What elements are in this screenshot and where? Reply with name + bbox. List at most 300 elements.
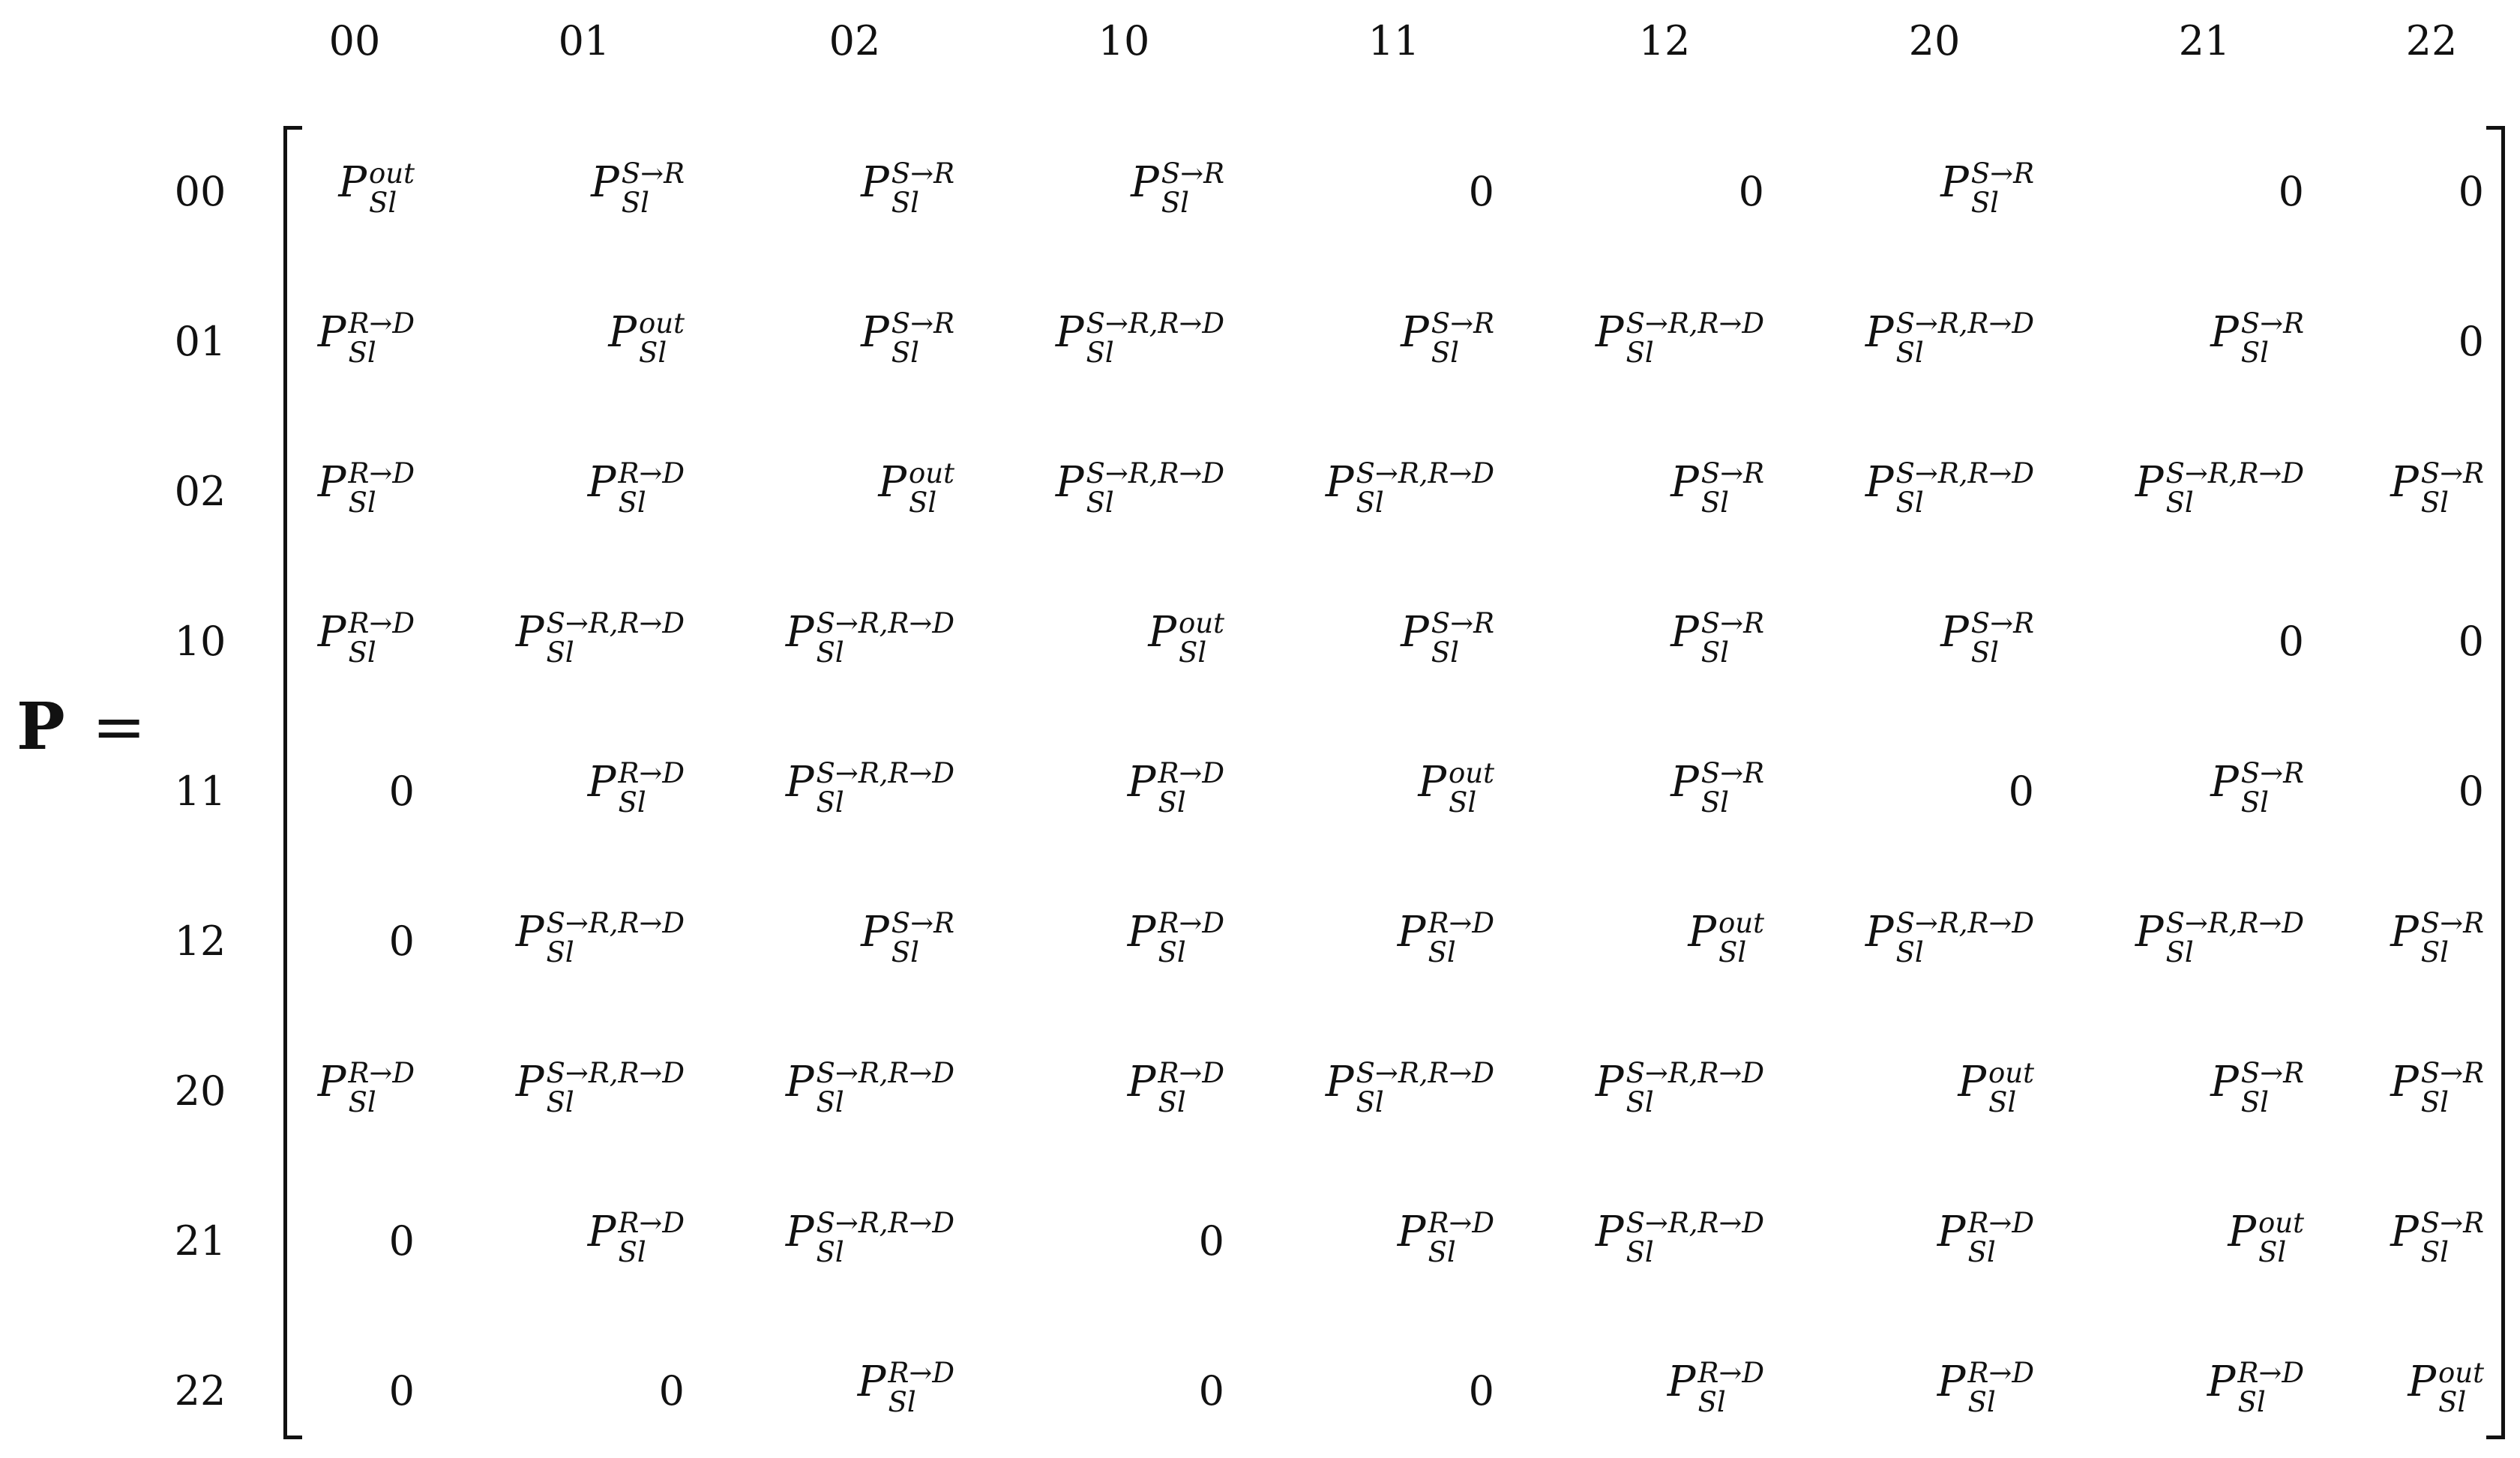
- entry-superscript: R→D: [1697, 1356, 1764, 1389]
- column-label: 02: [829, 17, 881, 64]
- entry-scripts: [622, 159, 685, 217]
- zero-entry: 0: [388, 768, 415, 815]
- entry-scripts: [1626, 1208, 1765, 1267]
- entry-scripts: [2258, 1208, 2304, 1267]
- entry-superscript: S→R,R→D: [546, 606, 685, 639]
- entry-scripts: [618, 459, 685, 517]
- matrix-entry: [587, 1206, 685, 1271]
- matrix-entry: [2210, 1056, 2304, 1121]
- entry-base: P: [317, 607, 346, 657]
- entry-subscript: Sl: [1895, 936, 1924, 969]
- matrix-entry: [515, 606, 685, 672]
- entry-superscript: R→D: [348, 1056, 415, 1089]
- entry-subscript: Sl: [369, 186, 397, 219]
- matrix-entry: [2210, 307, 2304, 372]
- entry-scripts: [909, 459, 954, 517]
- zero-entry: 0: [1468, 1367, 1494, 1415]
- entry-superscript: R→D: [618, 756, 685, 789]
- entry-scripts: [891, 159, 954, 217]
- entry-superscript: R→D: [1158, 1056, 1224, 1089]
- entry-base: P: [861, 907, 889, 957]
- entry-scripts: [2240, 756, 2304, 819]
- matrix-entry: [1127, 756, 1224, 822]
- matrix-entry: [1865, 906, 2034, 972]
- matrix-entry: [1595, 307, 1764, 372]
- entry-base: P: [861, 157, 889, 207]
- matrix-entry: [1937, 1206, 2034, 1271]
- entry-superscript: S→R,R→D: [1626, 1056, 1764, 1089]
- entry-superscript: S→R,R→D: [1895, 457, 2034, 489]
- entry-superscript: S→R,R→D: [816, 606, 954, 639]
- entry-subscript: Sl: [348, 1085, 376, 1118]
- entry-scripts: [1161, 159, 1224, 217]
- entry-base: P: [2210, 1057, 2239, 1106]
- entry-base: P: [2228, 1207, 2257, 1256]
- entry-superscript: S→R,R→D: [1086, 307, 1224, 340]
- entry-base: P: [2390, 1207, 2419, 1256]
- matrix-entry: [2458, 318, 2484, 365]
- row-label: 02: [174, 468, 226, 515]
- entry-subscript: Sl: [816, 1235, 844, 1268]
- entry-superscript: R→D: [1967, 1206, 2034, 1239]
- entry-subscript: Sl: [1431, 636, 1459, 669]
- entry-subscript: Sl: [1700, 486, 1729, 519]
- entry-superscript: S→R,R→D: [816, 1206, 954, 1239]
- matrix-entry: [608, 307, 685, 372]
- entry-base: P: [1595, 1207, 1624, 1256]
- entry-subscript: Sl: [816, 786, 844, 819]
- entry-scripts: [1086, 309, 1225, 367]
- matrix-entry: [785, 606, 954, 672]
- matrix-entry: [1325, 1056, 1494, 1121]
- entry-superscript: R→D: [348, 307, 415, 340]
- entry-superscript: out: [1449, 756, 1494, 789]
- entry-superscript: out: [2438, 1356, 2484, 1389]
- entry-superscript: S→R,R→D: [1626, 307, 1764, 340]
- entry-base: P: [1595, 307, 1624, 357]
- zero-entry: 0: [1468, 168, 1494, 215]
- entry-superscript: S→R: [2240, 307, 2304, 340]
- entry-scripts: [1428, 906, 1494, 969]
- entry-base: P: [2135, 907, 2164, 957]
- matrix-entry: [1198, 1217, 1224, 1265]
- entry-base: P: [515, 907, 544, 957]
- matrix-entry: [587, 756, 685, 822]
- matrix-entry: [857, 1356, 954, 1421]
- entry-superscript: S→R: [891, 157, 954, 190]
- entry-subscript: Sl: [1428, 1235, 1456, 1268]
- entry-subscript: Sl: [1449, 786, 1477, 819]
- matrix-entry: [1401, 606, 1494, 672]
- entry-base: P: [1937, 1207, 1966, 1256]
- entry-subscript: Sl: [1626, 336, 1654, 369]
- entry-base: P: [2135, 457, 2164, 507]
- entry-subscript: Sl: [348, 336, 376, 369]
- entry-subscript: Sl: [1086, 336, 1114, 369]
- matrix-entry: [658, 1367, 685, 1415]
- entry-base: P: [1055, 457, 1084, 507]
- entry-superscript: R→D: [1967, 1356, 2034, 1389]
- entry-subscript: Sl: [1895, 336, 1924, 369]
- row-label: 20: [174, 1067, 226, 1115]
- entry-subscript: Sl: [1700, 786, 1729, 819]
- entry-subscript: Sl: [1431, 336, 1459, 369]
- zero-entry: 0: [388, 1217, 415, 1265]
- matrix-entry: [785, 756, 954, 822]
- entry-base: P: [785, 607, 814, 657]
- matrix-entry: [1595, 1206, 1764, 1271]
- entry-scripts: [639, 309, 685, 367]
- entry-subscript: Sl: [2165, 486, 2194, 519]
- zero-entry: 0: [658, 1367, 685, 1415]
- entry-scripts: [1449, 756, 1494, 819]
- entry-scripts: [1718, 906, 1764, 969]
- matrix-entry: [785, 1206, 954, 1271]
- entry-scripts: [891, 906, 954, 969]
- entry-subscript: Sl: [1700, 636, 1729, 669]
- entry-scripts: [2166, 459, 2305, 517]
- entry-scripts: [2237, 1358, 2304, 1417]
- entry-superscript: S→R: [2420, 1206, 2484, 1239]
- matrix-entry: [1667, 1356, 1764, 1421]
- entry-scripts: [348, 1058, 415, 1117]
- entry-scripts: [1428, 1208, 1494, 1267]
- entry-superscript: S→R: [891, 906, 954, 939]
- entry-subscript: Sl: [1158, 786, 1186, 819]
- matrix-entry: [2008, 768, 2034, 815]
- entry-superscript: R→D: [888, 1356, 954, 1389]
- entry-subscript: Sl: [1179, 636, 1207, 669]
- matrix-entry: [591, 157, 685, 222]
- entry-base: P: [1865, 457, 1894, 507]
- entry-scripts: [1158, 906, 1224, 969]
- entry-base: P: [1671, 757, 1699, 807]
- entry-superscript: R→D: [1158, 756, 1224, 789]
- entry-base: P: [1127, 1057, 1156, 1106]
- entry-scripts: [1431, 309, 1494, 367]
- entry-subscript: Sl: [2165, 936, 2194, 969]
- entry-base: P: [785, 1207, 814, 1256]
- column-label: 01: [558, 17, 610, 64]
- entry-scripts: [369, 159, 415, 217]
- entry-base: P: [587, 757, 616, 807]
- entry-superscript: S→R: [1700, 756, 1764, 789]
- entry-base: P: [587, 1207, 616, 1256]
- matrix-entry: [1325, 457, 1494, 522]
- entry-base: P: [1958, 1057, 1987, 1106]
- entry-scripts: [348, 309, 415, 367]
- entry-subscript: Sl: [891, 336, 919, 369]
- zero-entry: 0: [2458, 168, 2484, 215]
- matrix-entry: [2390, 1056, 2484, 1121]
- entry-subscript: Sl: [546, 1085, 574, 1118]
- entry-base: P: [1671, 607, 1699, 657]
- matrix-entry: [2458, 168, 2484, 215]
- entry-subscript: Sl: [2420, 1235, 2449, 1268]
- entry-superscript: S→R: [1161, 157, 1224, 190]
- entry-subscript: Sl: [618, 786, 646, 819]
- matrix-entry: [1397, 1206, 1494, 1271]
- matrix-entry: [785, 1056, 954, 1121]
- matrix-entry: [515, 906, 685, 972]
- matrix-entry: [317, 457, 415, 522]
- entry-subscript: Sl: [816, 636, 844, 669]
- entry-base: P: [857, 1357, 886, 1406]
- zero-entry: 0: [1738, 168, 1764, 215]
- matrix-entry: [2458, 618, 2484, 665]
- left-bracket: [283, 126, 302, 1439]
- entry-superscript: S→R,R→D: [1626, 1206, 1764, 1239]
- entry-scripts: [2438, 1358, 2484, 1417]
- zero-entry: 0: [2458, 618, 2484, 665]
- entry-superscript: out: [639, 307, 685, 340]
- entry-superscript: S→R: [1700, 457, 1764, 489]
- entry-base: P: [515, 1057, 544, 1106]
- entry-base: P: [1401, 607, 1429, 657]
- entry-scripts: [1626, 1058, 1765, 1117]
- entry-subscript: Sl: [618, 1235, 646, 1268]
- matrix-entry: [2390, 457, 2484, 522]
- entry-superscript: S→R: [891, 307, 954, 340]
- matrix-entry: [1738, 168, 1764, 215]
- entry-base: P: [1325, 1057, 1354, 1106]
- right-bracket: [2486, 126, 2505, 1439]
- entry-scripts: [1896, 309, 2035, 367]
- matrix-entry: [2210, 756, 2304, 822]
- matrix-entry: [861, 906, 954, 972]
- row-label: 10: [174, 618, 226, 665]
- row-label: 01: [174, 318, 226, 365]
- matrix-lhs: [16, 689, 146, 765]
- entry-subscript: Sl: [909, 486, 937, 519]
- entry-superscript: S→R: [2240, 756, 2304, 789]
- zero-entry: 0: [2458, 768, 2484, 815]
- entry-superscript: S→R: [621, 157, 685, 190]
- matrix-entry: [861, 307, 954, 372]
- entry-base: P: [785, 1057, 814, 1106]
- entry-scripts: [1700, 606, 1764, 669]
- entry-scripts: [891, 309, 954, 367]
- entry-superscript: S→R,R→D: [2165, 906, 2304, 939]
- matrix-entry: [861, 157, 954, 222]
- entry-base: P: [587, 457, 616, 507]
- entry-superscript: S→R: [2240, 1056, 2304, 1089]
- entry-superscript: R→D: [618, 1206, 685, 1239]
- column-label: 20: [1908, 17, 1961, 64]
- entry-scripts: [348, 459, 415, 517]
- zero-entry: 0: [388, 1367, 415, 1415]
- entry-subscript: Sl: [2438, 1385, 2467, 1418]
- entry-scripts: [2165, 906, 2305, 969]
- entry-scripts: [1895, 906, 2035, 969]
- zero-entry: 0: [2008, 768, 2034, 815]
- entry-scripts: [1971, 159, 2034, 217]
- entry-superscript: S→R,R→D: [816, 756, 954, 789]
- entry-subscript: Sl: [546, 936, 574, 969]
- entry-scripts: [1356, 459, 1495, 517]
- entry-superscript: S→R: [1700, 606, 1764, 639]
- entry-scripts: [817, 1058, 955, 1117]
- entry-subscript: Sl: [2240, 1085, 2269, 1118]
- entry-subscript: Sl: [1967, 1385, 1996, 1418]
- matrix-entry: [515, 1056, 685, 1121]
- matrix-entry: [1940, 157, 2034, 222]
- matrix-entry: [1958, 1056, 2034, 1121]
- entry-base: P: [1940, 607, 1969, 657]
- entry-superscript: S→R: [2420, 457, 2484, 489]
- entry-scripts: [1896, 459, 2035, 517]
- entry-base: P: [2390, 1057, 2419, 1106]
- matrix-entry: [1148, 606, 1224, 672]
- entry-subscript: Sl: [348, 486, 376, 519]
- entry-subscript: Sl: [816, 1085, 844, 1118]
- entry-base: P: [1148, 607, 1177, 657]
- entry-scripts: [1158, 1058, 1224, 1117]
- entry-base: P: [591, 157, 619, 207]
- entry-superscript: S→R,R→D: [2165, 457, 2304, 489]
- matrix-entry: [317, 1056, 415, 1121]
- matrix-entry: [1937, 1356, 2034, 1421]
- matrix-entry: [388, 768, 415, 815]
- entry-base: P: [1055, 307, 1084, 357]
- entry-base: P: [785, 757, 814, 807]
- entry-scripts: [1356, 1058, 1495, 1117]
- matrix-entry: [1127, 906, 1224, 972]
- entry-base: P: [878, 457, 907, 507]
- entry-subscript: Sl: [2420, 1085, 2449, 1118]
- entry-subscript: Sl: [1970, 636, 1999, 669]
- entry-subscript: Sl: [1895, 486, 1924, 519]
- entry-superscript: S→R,R→D: [1356, 1056, 1494, 1089]
- matrix-entry: [1865, 307, 2034, 372]
- row-label: 11: [174, 768, 226, 815]
- entry-superscript: S→R,R→D: [1086, 457, 1224, 489]
- entry-scripts: [1988, 1058, 2034, 1117]
- matrix-entry: [1671, 457, 1764, 522]
- entry-subscript: Sl: [891, 186, 919, 219]
- entry-superscript: S→R,R→D: [1356, 457, 1494, 489]
- entry-superscript: out: [1718, 906, 1764, 939]
- entry-superscript: S→R,R→D: [816, 1056, 954, 1089]
- entry-scripts: [2241, 1058, 2304, 1117]
- entry-scripts: [2420, 906, 2484, 969]
- column-label: 00: [328, 17, 381, 64]
- matrix-entry: [2390, 1206, 2484, 1271]
- entry-base: P: [1865, 907, 1894, 957]
- entry-scripts: [348, 606, 415, 669]
- entry-base: P: [1397, 907, 1426, 957]
- column-label: 10: [1098, 17, 1150, 64]
- matrix-entry: [1055, 457, 1224, 522]
- entry-scripts: [547, 1058, 685, 1117]
- entry-subscript: Sl: [348, 636, 376, 669]
- entry-subscript: Sl: [1988, 1085, 2017, 1118]
- zero-entry: 0: [2278, 168, 2304, 215]
- entry-base: P: [515, 607, 544, 657]
- entry-base: P: [1937, 1357, 1966, 1406]
- entry-superscript: S→R: [2420, 906, 2484, 939]
- entry-subscript: Sl: [1428, 936, 1456, 969]
- entry-base: P: [1688, 907, 1717, 957]
- entry-subscript: Sl: [2420, 486, 2449, 519]
- entry-base: P: [1325, 457, 1354, 507]
- entry-subscript: Sl: [2240, 336, 2269, 369]
- entry-scripts: [2421, 459, 2484, 517]
- matrix-entry: [1468, 168, 1494, 215]
- column-label: 11: [1368, 17, 1420, 64]
- entry-superscript: S→R,R→D: [1895, 307, 2034, 340]
- entry-scripts: [888, 1358, 954, 1417]
- entry-subscript: Sl: [1967, 1235, 1996, 1268]
- matrix-entry: [2228, 1206, 2304, 1271]
- entry-scripts: [2421, 1208, 2484, 1267]
- entry-subscript: Sl: [1158, 936, 1186, 969]
- matrix-entry: [1131, 157, 1224, 222]
- entry-subscript: Sl: [1161, 186, 1189, 219]
- entry-subscript: Sl: [639, 336, 667, 369]
- entry-superscript: S→R: [1970, 157, 2034, 190]
- matrix-entry: [1671, 756, 1764, 822]
- entry-scripts: [2241, 309, 2304, 367]
- entry-base: P: [1671, 457, 1699, 507]
- entry-subscript: Sl: [546, 636, 574, 669]
- equals-sign: =: [91, 690, 146, 765]
- entry-superscript: out: [1179, 606, 1224, 639]
- entry-subscript: Sl: [1158, 1085, 1186, 1118]
- entry-scripts: [618, 756, 685, 819]
- matrix-entry: [2278, 168, 2304, 215]
- entry-subscript: Sl: [1626, 1085, 1654, 1118]
- matrix-entry: [338, 157, 415, 222]
- entry-scripts: [816, 756, 955, 819]
- entry-superscript: R→D: [2237, 1356, 2304, 1389]
- entry-base: P: [1127, 757, 1156, 807]
- zero-entry: 0: [388, 918, 415, 965]
- entry-base: P: [1418, 757, 1447, 807]
- entry-base: P: [1127, 907, 1156, 957]
- entry-subscript: Sl: [1356, 486, 1384, 519]
- entry-subscript: Sl: [888, 1385, 916, 1418]
- entry-superscript: out: [909, 457, 954, 489]
- entry-base: P: [317, 1057, 346, 1106]
- matrix-entry: [1055, 307, 1224, 372]
- entry-subscript: Sl: [2240, 786, 2269, 819]
- entry-scripts: [1700, 756, 1764, 819]
- entry-base: P: [317, 457, 346, 507]
- matrix-entry: [1198, 1367, 1224, 1415]
- entry-superscript: R→D: [1158, 906, 1224, 939]
- entry-base: P: [1667, 1357, 1696, 1406]
- matrix-entry: [1401, 307, 1494, 372]
- entry-base: P: [608, 307, 637, 357]
- entry-scripts: [1431, 606, 1494, 669]
- entry-superscript: R→D: [348, 457, 415, 489]
- entry-scripts: [1158, 756, 1224, 819]
- column-label: 22: [2405, 17, 2458, 64]
- matrix-entry: [2390, 906, 2484, 972]
- entry-scripts: [816, 606, 955, 669]
- entry-scripts: [1086, 459, 1225, 517]
- entry-subscript: Sl: [618, 486, 646, 519]
- entry-scripts: [817, 1208, 955, 1267]
- entry-scripts: [1701, 459, 1764, 517]
- entry-scripts: [1967, 1358, 2034, 1417]
- entry-base: P: [2390, 907, 2419, 957]
- matrix-entry: [2458, 768, 2484, 815]
- entry-base: P: [1131, 157, 1159, 207]
- matrix-entry: [2408, 1356, 2484, 1421]
- entry-superscript: S→R,R→D: [546, 1056, 685, 1089]
